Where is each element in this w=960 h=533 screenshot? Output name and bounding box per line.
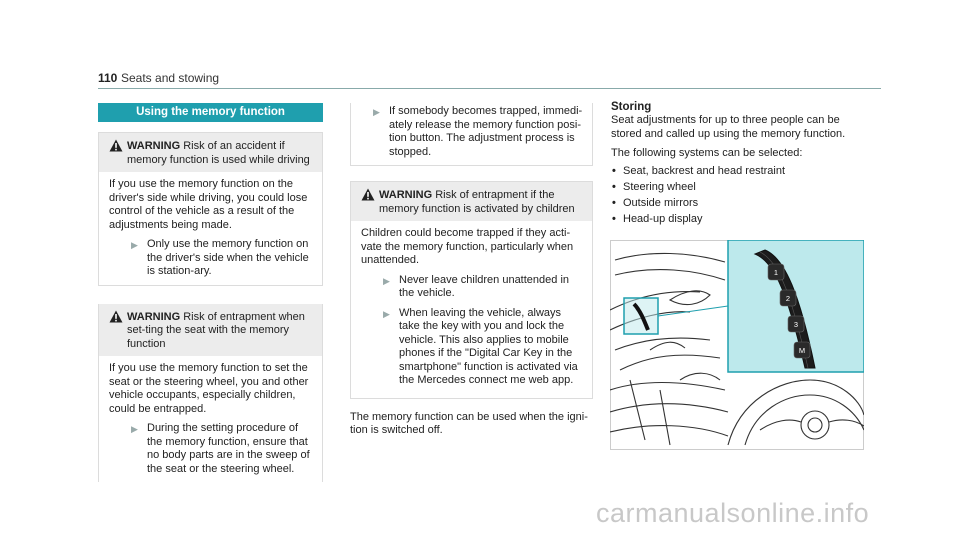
warning-box-1: [98, 132, 323, 286]
warning-label: WARNING: [127, 310, 181, 323]
warning-bullet-text: Only use the memory function on the driver's side when the vehicle is station-ary.: [147, 238, 309, 277]
bullet-dot: •: [612, 196, 616, 209]
memory-button-2[interactable]: [780, 290, 796, 306]
warning-triangle-icon: [109, 139, 123, 152]
page-number: 110: [98, 71, 118, 85]
list-item: • Steering wheel: [612, 180, 696, 193]
section-title: Using the memory function: [98, 103, 323, 122]
warning-bullet-text: If somebody becomes trapped, immedi-ately release the memory function posi-tion button. The adjustment process is stopped.: [389, 105, 583, 158]
warning-heading: Risk of entrapment if the memory function is activated by children: [379, 189, 575, 215]
svg-text:3: 3: [793, 320, 799, 329]
warning-body: Children could become trapped if they acti-vate the memory function, particularly when unattended.: [361, 227, 574, 266]
warning-heading: Risk of entrapment when set-ting the seat with the memory function: [127, 310, 305, 350]
warning-label: WARNING: [127, 140, 181, 152]
bullet-dot: •: [612, 180, 616, 193]
list-item: • Seat, backrest and head restraint: [612, 164, 786, 177]
warning-bullet-text: Never leave children unattended in the vehicle.: [399, 273, 570, 299]
svg-text:M: M: [798, 346, 806, 355]
memory-button-m[interactable]: [794, 342, 810, 358]
arrow-right-icon: ▶: [131, 424, 138, 434]
warning-header: [351, 182, 592, 221]
storing-intro: Seat adjustments for up to three people can be stored and called up using the memory function.: [611, 114, 846, 140]
arrow-right-icon: ▶: [383, 308, 390, 319]
warning-box-2: [98, 304, 323, 483]
column-3: [611, 101, 871, 227]
warning-bullet: [361, 307, 582, 388]
warning-box-3: [350, 181, 593, 399]
warning-bullet: [109, 422, 312, 476]
arrow-right-icon: ▶: [383, 275, 390, 286]
warning-header: [99, 133, 322, 172]
warning-header: [99, 304, 322, 357]
header-rule: [98, 88, 881, 89]
warning-bullet: [351, 103, 592, 165]
storing-heading: Storing: [611, 101, 652, 113]
warning-continuation: [350, 103, 593, 166]
watermark: carmanualsonline.info: [596, 498, 870, 528]
closing-paragraph: The memory function can be used when the igni-tion is switched off.: [350, 410, 588, 436]
warning-body: If you use the memory function to set the seat or the steering wheel, you and other vehicle occupants, especially children, could be entrapped.: [109, 362, 309, 415]
warning-bullet: [109, 238, 312, 279]
list-item: • Outside mirrors: [612, 196, 699, 209]
bullet-dot: •: [612, 164, 616, 177]
column-2: [350, 103, 593, 438]
warning-heading: Risk of an accident if memory function is used while driving: [127, 140, 310, 166]
list-item: • Head-up display: [612, 212, 703, 225]
running-title: Seats and stowing: [121, 71, 220, 85]
memory-button-1[interactable]: [768, 264, 784, 280]
warning-body: If you use the memory function on the driver's side while driving, you could lose control of the vehicle as a result of the adjustments being made.: [109, 178, 308, 231]
arrow-right-icon: ▶: [131, 240, 138, 250]
warning-triangle-icon: [361, 188, 375, 201]
warning-bullet-text: During the setting procedure of the memory function, ensure that no body parts are in the sweep of the seat or the steering wheel.: [147, 422, 310, 475]
warning-bullet-text: When leaving the vehicle, always take the key with you and lock the vehicle. This also applies to mobile phones if the "Digital Car Key in the smartphone" function is activated via the Mercedes connect me web app.: [399, 306, 578, 386]
bullet-dot: •: [612, 212, 616, 225]
door-panel-illustration: [610, 240, 864, 450]
memory-button-3[interactable]: [788, 316, 804, 332]
warning-label: WARNING: [379, 189, 433, 201]
svg-text:1: 1: [773, 268, 779, 277]
systems-intro: The following systems can be selected:: [611, 147, 803, 159]
column-1: [98, 103, 323, 482]
warning-bullet: [361, 274, 582, 301]
arrow-right-icon: ▶: [373, 107, 380, 117]
warning-triangle-icon: [109, 310, 123, 323]
svg-text:2: 2: [785, 294, 791, 303]
